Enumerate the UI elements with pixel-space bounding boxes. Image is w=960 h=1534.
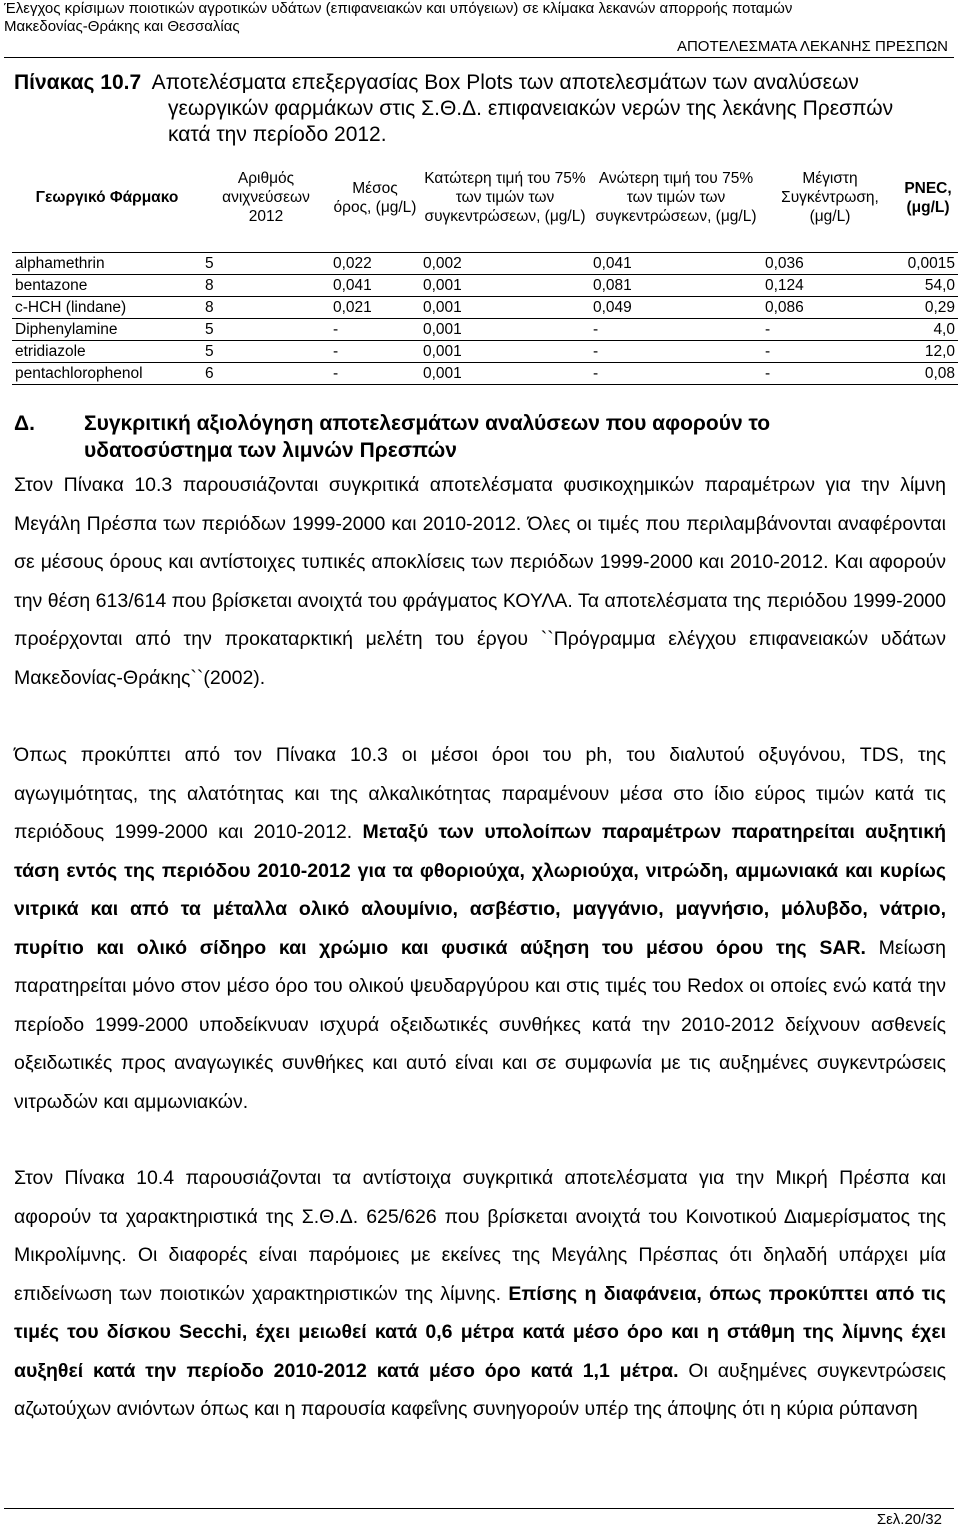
col-header-upper-75: Ανώτερη τιμή του 75% των τιμών των συγκεντρώσεων, (μg/L) xyxy=(590,144,762,252)
paragraph-3 xyxy=(14,1159,946,1429)
page-number: Σελ.20/32 xyxy=(876,1511,942,1528)
table-cell: bentazone xyxy=(12,274,202,296)
table-cell: - xyxy=(590,318,762,340)
table-row xyxy=(12,318,958,340)
table-cell: 0,021 xyxy=(330,296,420,318)
table-cell: 0,001 xyxy=(420,274,590,296)
section-title-line1: Συγκριτική αξιολόγηση αποτελεσμάτων αναλύσεων που αφορούν το xyxy=(84,412,771,435)
col-header-mean: Μέσος όρος, (μg/L) xyxy=(330,144,420,252)
table-cell: alphamethrin xyxy=(12,252,202,274)
paragraph-2-tail: Μείωση παρατηρείται μόνο στον μέσο όρο του ολικού ψευδαργύρου και στις τιμές του Redox οι οποίες ενώ κατά την περίοδο 1999-2000 υποδείκνυαν ισχυρά οξειδωτικές συνθήκες κατά την 2010-2012 δείχνουν ασθενείς οξειδωτικές προς αναγωγικές συνθήκες και αυτό είναι και σε συμφωνία με τις αυξημένες συγκεντρώσεις νιτρωδών και αμμωνιακών. xyxy=(14,936,946,1113)
table-cell: 5 xyxy=(202,340,330,362)
running-header xyxy=(4,0,956,36)
paragraph-3-tail: Οι αυξημένες συγκεντρώσεις αζωτούχων ανιόντων όπως και η παρουσία καφεΐνης συνηγορούν υπέρ της άποψης ότι η κύρια ρύπανση xyxy=(14,1359,946,1420)
table-cell: 0,001 xyxy=(420,318,590,340)
table-cell: 12,0 xyxy=(898,340,958,362)
table-cell: 0,124 xyxy=(762,274,898,296)
table-cell: 0,29 xyxy=(898,296,958,318)
table-cell: 4,0 xyxy=(898,318,958,340)
col-header-lower-75: Κατώτερη τιμή του 75% των τιμών των συγκεντρώσεων, (μg/L) xyxy=(420,144,590,252)
table-cell: 0,036 xyxy=(762,252,898,274)
table-cell: 0,041 xyxy=(330,274,420,296)
paragraph-2-emphasis: Μεταξύ των υπολοίπων παραμέτρων παρατηρείται αυξητική τάση εντός της περιόδου 2010-2012 για τα φθοριούχα, χλωριούχα, νιτρώδη, αμμωνιακά και κυρίως νιτρικά και από τα μέταλλα ολικό αλουμίνιο, ασβέστιο, μαγγάνιο, μαγνήσιο, μόλυβδο, νάτριο, πυρίτιο και ολικό σίδηρο και χρώμιο και φυσικά αύξηση του μέσου όρου της SAR. xyxy=(14,821,946,959)
table-header-row xyxy=(12,144,958,252)
table-cell: 0,001 xyxy=(420,362,590,384)
table-cell: 54,0 xyxy=(898,274,958,296)
table-caption-line3: κατά την περίοδο 2012. xyxy=(168,123,387,146)
paragraph-3-emphasis: Επίσης η διαφάνεια, όπως προκύπτει από τις τιμές του δίσκου Secchi, έχει μειωθεί κατά 0,6 μέτρα κατά μέσο όρο και η στάθμη της λίμνης έχει αυξηθεί κατά την περίοδο 2010-2012 κατά μέσο όρο κατά 1,1 μέτρα. xyxy=(14,1282,946,1382)
col-header-detections: Αριθμός ανιχνεύσεων 2012 xyxy=(202,144,330,252)
header-divider xyxy=(4,57,954,58)
table-cell: 0,081 xyxy=(590,274,762,296)
table-cell: 0,08 xyxy=(898,362,958,384)
table-caption xyxy=(14,70,954,148)
section-heading xyxy=(14,410,944,464)
table-cell: - xyxy=(330,362,420,384)
table-cell: 8 xyxy=(202,296,330,318)
section-title-line2: υδατοσύστημα των λιμνών Πρεσπών xyxy=(84,439,457,462)
table-caption-label: Πίνακας 10.7 xyxy=(14,71,142,94)
table-cell: - xyxy=(762,362,898,384)
col-header-pesticide: Γεωργικό Φάρμακο xyxy=(12,144,202,252)
table-cell: 0,022 xyxy=(330,252,420,274)
col-header-pnec: PNEC, (μg/L) xyxy=(898,144,958,252)
table-cell: - xyxy=(590,340,762,362)
table-cell: 5 xyxy=(202,252,330,274)
table-cell: 8 xyxy=(202,274,330,296)
table-caption-line2: γεωργικών φαρμάκων στις Σ.Θ.Δ. επιφανειακών νερών της λεκάνης Πρεσπών xyxy=(168,97,894,120)
table-caption-line1: Αποτελέσματα επεξεργασίας Box Plots των αποτελεσμάτων των αναλύσεων xyxy=(151,71,859,94)
table-cell: etridiazole xyxy=(12,340,202,362)
table-cell: 5 xyxy=(202,318,330,340)
table-cell: 0,002 xyxy=(420,252,590,274)
paragraph-2 xyxy=(14,736,946,1121)
table-cell: c-HCH (lindane) xyxy=(12,296,202,318)
col-header-max: Μέγιστη Συγκέντρωση, (μg/L) xyxy=(762,144,898,252)
table-cell: 6 xyxy=(202,362,330,384)
table-row xyxy=(12,340,958,362)
section-letter: Δ. xyxy=(14,412,35,435)
running-header-line1: Έλεγχος κρίσιμων ποιοτικών αγροτικών υδάτων (επιφανειακών και υπόγειων) σε κλίμακα λεκανών απορροής ποταμών xyxy=(4,0,793,17)
paragraph-2-text: Όπως προκύπτει από τον Πίνακα 10.3 οι μέσοι όροι του ph, του διαλυτού οξυγόνου, TDS, της αγωγιμότητας, της αλατότητας και της αλκαλικότητας παραμένουν μέσα στο ίδιο εύρος τιμών κατά τις περιόδους 1999-2000 και 2010-2012. xyxy=(14,744,946,843)
table-row xyxy=(12,296,958,318)
table-cell: - xyxy=(330,340,420,362)
table-cell: 0,041 xyxy=(590,252,762,274)
running-header-line2: Μακεδονίας-Θράκης και Θεσσαλίας xyxy=(4,18,240,35)
table-cell: 0,001 xyxy=(420,340,590,362)
table-cell: pentachlorophenol xyxy=(12,362,202,384)
paragraph-3-text: Στον Πίνακα 10.4 παρουσιάζονται τα αντίστοιχα συγκριτικά αποτελέσματα για την Μικρή Πρέσπα και αφορούν τα χαρακτηριστικά της Σ.Θ.Δ. 625/626 που βρίσκεται ανοιχτά του Κοινοτικού Διαμερίσματος της Μικρολίμνης. Οι διαφορές είναι παρόμοιες με εκείνες της Μεγάλης Πρέσπας ότι δηλαδή υπάρχει μία επιδείνωση των ποιοτικών χαρακτηριστικών της λίμνης. xyxy=(14,1167,946,1305)
table-cell: 0,086 xyxy=(762,296,898,318)
table-row xyxy=(12,252,958,274)
paragraph-1: Στον Πίνακα 10.3 παρουσιάζονται συγκριτικά αποτελέσματα φυσικοχημικών παραμέτρων για την λίμνη Μεγάλη Πρέσπα των περιόδων 1999-2000 και 2010-2012. Όλες οι τιμές που περιλαμβάνονται αναφέρονται σε μέσους όρους και αντίστοιχες τυπικές αποκλίσεις των περιόδων 1999-2000 και 2010-2012. Και αφορούν την θέση 613/614 που βρίσκεται ανοιχτά του φράγματος ΚΟΥΛΑ. Τα αποτελέσματα της περιόδου 1999-2000 προέρχονται από την προκαταρκτική μελέτη του έργου ``Πρόγραμμα ελέγχου επιφανειακών υδάτων Μακεδονίας-Θράκης``(2002). xyxy=(14,474,946,689)
table-cell: - xyxy=(590,362,762,384)
table-cell: - xyxy=(762,340,898,362)
table-cell: Diphenylamine xyxy=(12,318,202,340)
footer-divider xyxy=(4,1508,954,1509)
table-row xyxy=(12,362,958,384)
table-cell: - xyxy=(762,318,898,340)
table-cell: - xyxy=(330,318,420,340)
results-table xyxy=(12,144,958,385)
table-cell: 0,0015 xyxy=(898,252,958,274)
table-cell: 0,001 xyxy=(420,296,590,318)
table-cell: 0,049 xyxy=(590,296,762,318)
table-row xyxy=(12,274,958,296)
running-header-section: ΑΠΟΤΕΛΕΣΜΑΤΑ ΛΕΚΑΝΗΣ ΠΡΕΣΠΩΝ xyxy=(676,38,948,55)
